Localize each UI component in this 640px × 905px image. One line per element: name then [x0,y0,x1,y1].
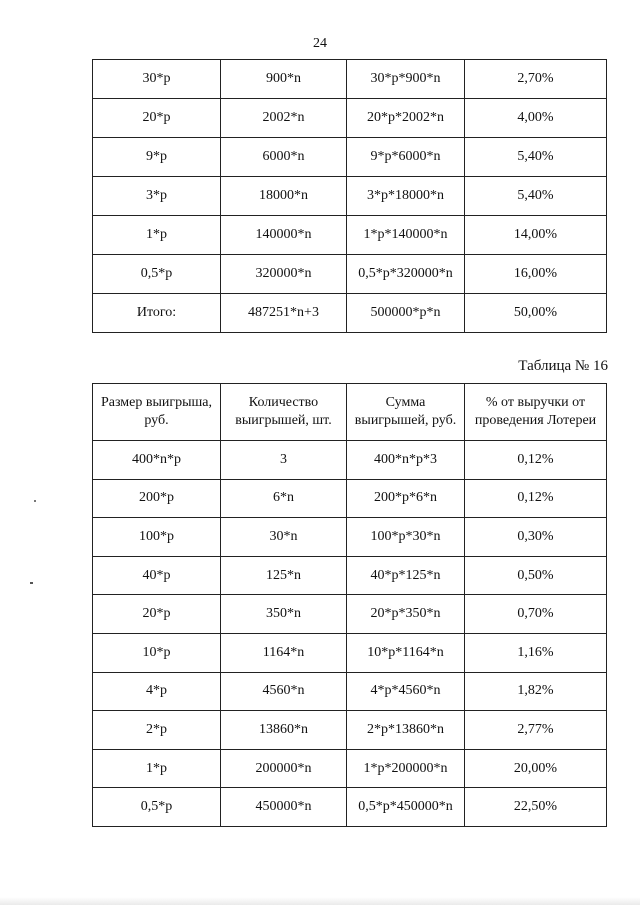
table-cell: 30*n [221,518,347,557]
table-cell: 0,70% [465,595,607,634]
table-cell: 0,5*р*450000*n [347,788,465,827]
table-cell: 0,12% [465,479,607,518]
prize-table-16 [92,383,607,827]
table-cell: 4,00% [465,99,607,138]
table-cell: 10*р*1164*n [347,633,465,672]
prize-table-continued [92,59,607,333]
table-cell: 30*р [93,60,221,99]
table-cell: 20*р [93,595,221,634]
total-row [93,294,607,333]
table-cell: 18000*n [221,177,347,216]
table-cell: 13860*n [221,711,347,750]
table-cell: 100*р [93,518,221,557]
table-cell: 2002*n [221,99,347,138]
table-cell: 40*р [93,556,221,595]
table-cell: 20*р*2002*n [347,99,465,138]
table-cell: 50,00% [465,294,607,333]
table-row [93,518,607,557]
table-cell: 4*р*4560*n [347,672,465,711]
table-cell: 125*n [221,556,347,595]
table-row [93,749,607,788]
table-cell: 900*n [221,60,347,99]
table-cell: 320000*n [221,255,347,294]
scan-artifact [30,582,33,584]
table-cell: 6000*n [221,138,347,177]
page-bottom-edge [0,897,640,905]
table-row [93,711,607,750]
table-cell: 9*р*6000*n [347,138,465,177]
table-cell: 5,40% [465,177,607,216]
table-row [93,255,607,294]
column-header: Количество выигрышей, шт. [221,384,347,441]
table-cell: 487251*n+3 [221,294,347,333]
table-cell: 200*р [93,479,221,518]
table-cell: 14,00% [465,216,607,255]
table-cell: 350*n [221,595,347,634]
table-row [93,595,607,634]
table-cell: 400*n*р*3 [347,441,465,480]
table-cell: 1164*n [221,633,347,672]
table-cell: 2*р*13860*n [347,711,465,750]
table-cell: 1*р*200000*n [347,749,465,788]
table-row [93,99,607,138]
column-header: Сумма выигрышей, руб. [347,384,465,441]
table-cell: 400*n*р [93,441,221,480]
table-cell: 10*р [93,633,221,672]
table-cell: 1*р*140000*n [347,216,465,255]
table-cell: 0,30% [465,518,607,557]
table-cell: 6*n [221,479,347,518]
table-cell: 40*р*125*n [347,556,465,595]
table-cell: 450000*n [221,788,347,827]
table-cell: 200*р*6*n [347,479,465,518]
table-row [93,788,607,827]
table-cell: 0,5*р*320000*n [347,255,465,294]
table-row [93,216,607,255]
table-cell: 3 [221,441,347,480]
table-row [93,177,607,216]
table-cell: 0,5*р [93,255,221,294]
page-number: 24 [313,36,327,51]
table-cell: 9*р [93,138,221,177]
table-row [93,633,607,672]
table-cell: 1*р [93,749,221,788]
table-cell: 5,40% [465,138,607,177]
table-cell: 4*р [93,672,221,711]
scan-artifact [34,500,36,502]
table-row [93,556,607,595]
table-cell: 0,5*р [93,788,221,827]
table-cell: 20,00% [465,749,607,788]
table-row [93,60,607,99]
table-row [93,672,607,711]
table-cell: 140000*n [221,216,347,255]
table-caption: Таблица № 16 [518,358,608,374]
table-cell: 16,00% [465,255,607,294]
table-cell: 30*р*900*n [347,60,465,99]
table-cell: 2,77% [465,711,607,750]
table-cell: 3*р*18000*n [347,177,465,216]
table-cell: 3*р [93,177,221,216]
table-cell: 0,12% [465,441,607,480]
total-label: Итого: [93,294,221,333]
table-cell: 20*р [93,99,221,138]
table-cell: 1,82% [465,672,607,711]
table-cell: 200000*n [221,749,347,788]
table-cell: 1*р [93,216,221,255]
table-row [93,479,607,518]
table-cell: 500000*р*n [347,294,465,333]
table-cell: 0,50% [465,556,607,595]
table-cell: 100*р*30*n [347,518,465,557]
table-cell: 2,70% [465,60,607,99]
table-header-row [93,384,607,441]
table-cell: 2*р [93,711,221,750]
table-row [93,441,607,480]
column-header: % от выручки от проведения Лотереи [465,384,607,441]
table-cell: 1,16% [465,633,607,672]
table-cell: 4560*n [221,672,347,711]
table-cell: 20*р*350*n [347,595,465,634]
column-header: Размер выигрыша, руб. [93,384,221,441]
table-row [93,138,607,177]
table-cell: 22,50% [465,788,607,827]
